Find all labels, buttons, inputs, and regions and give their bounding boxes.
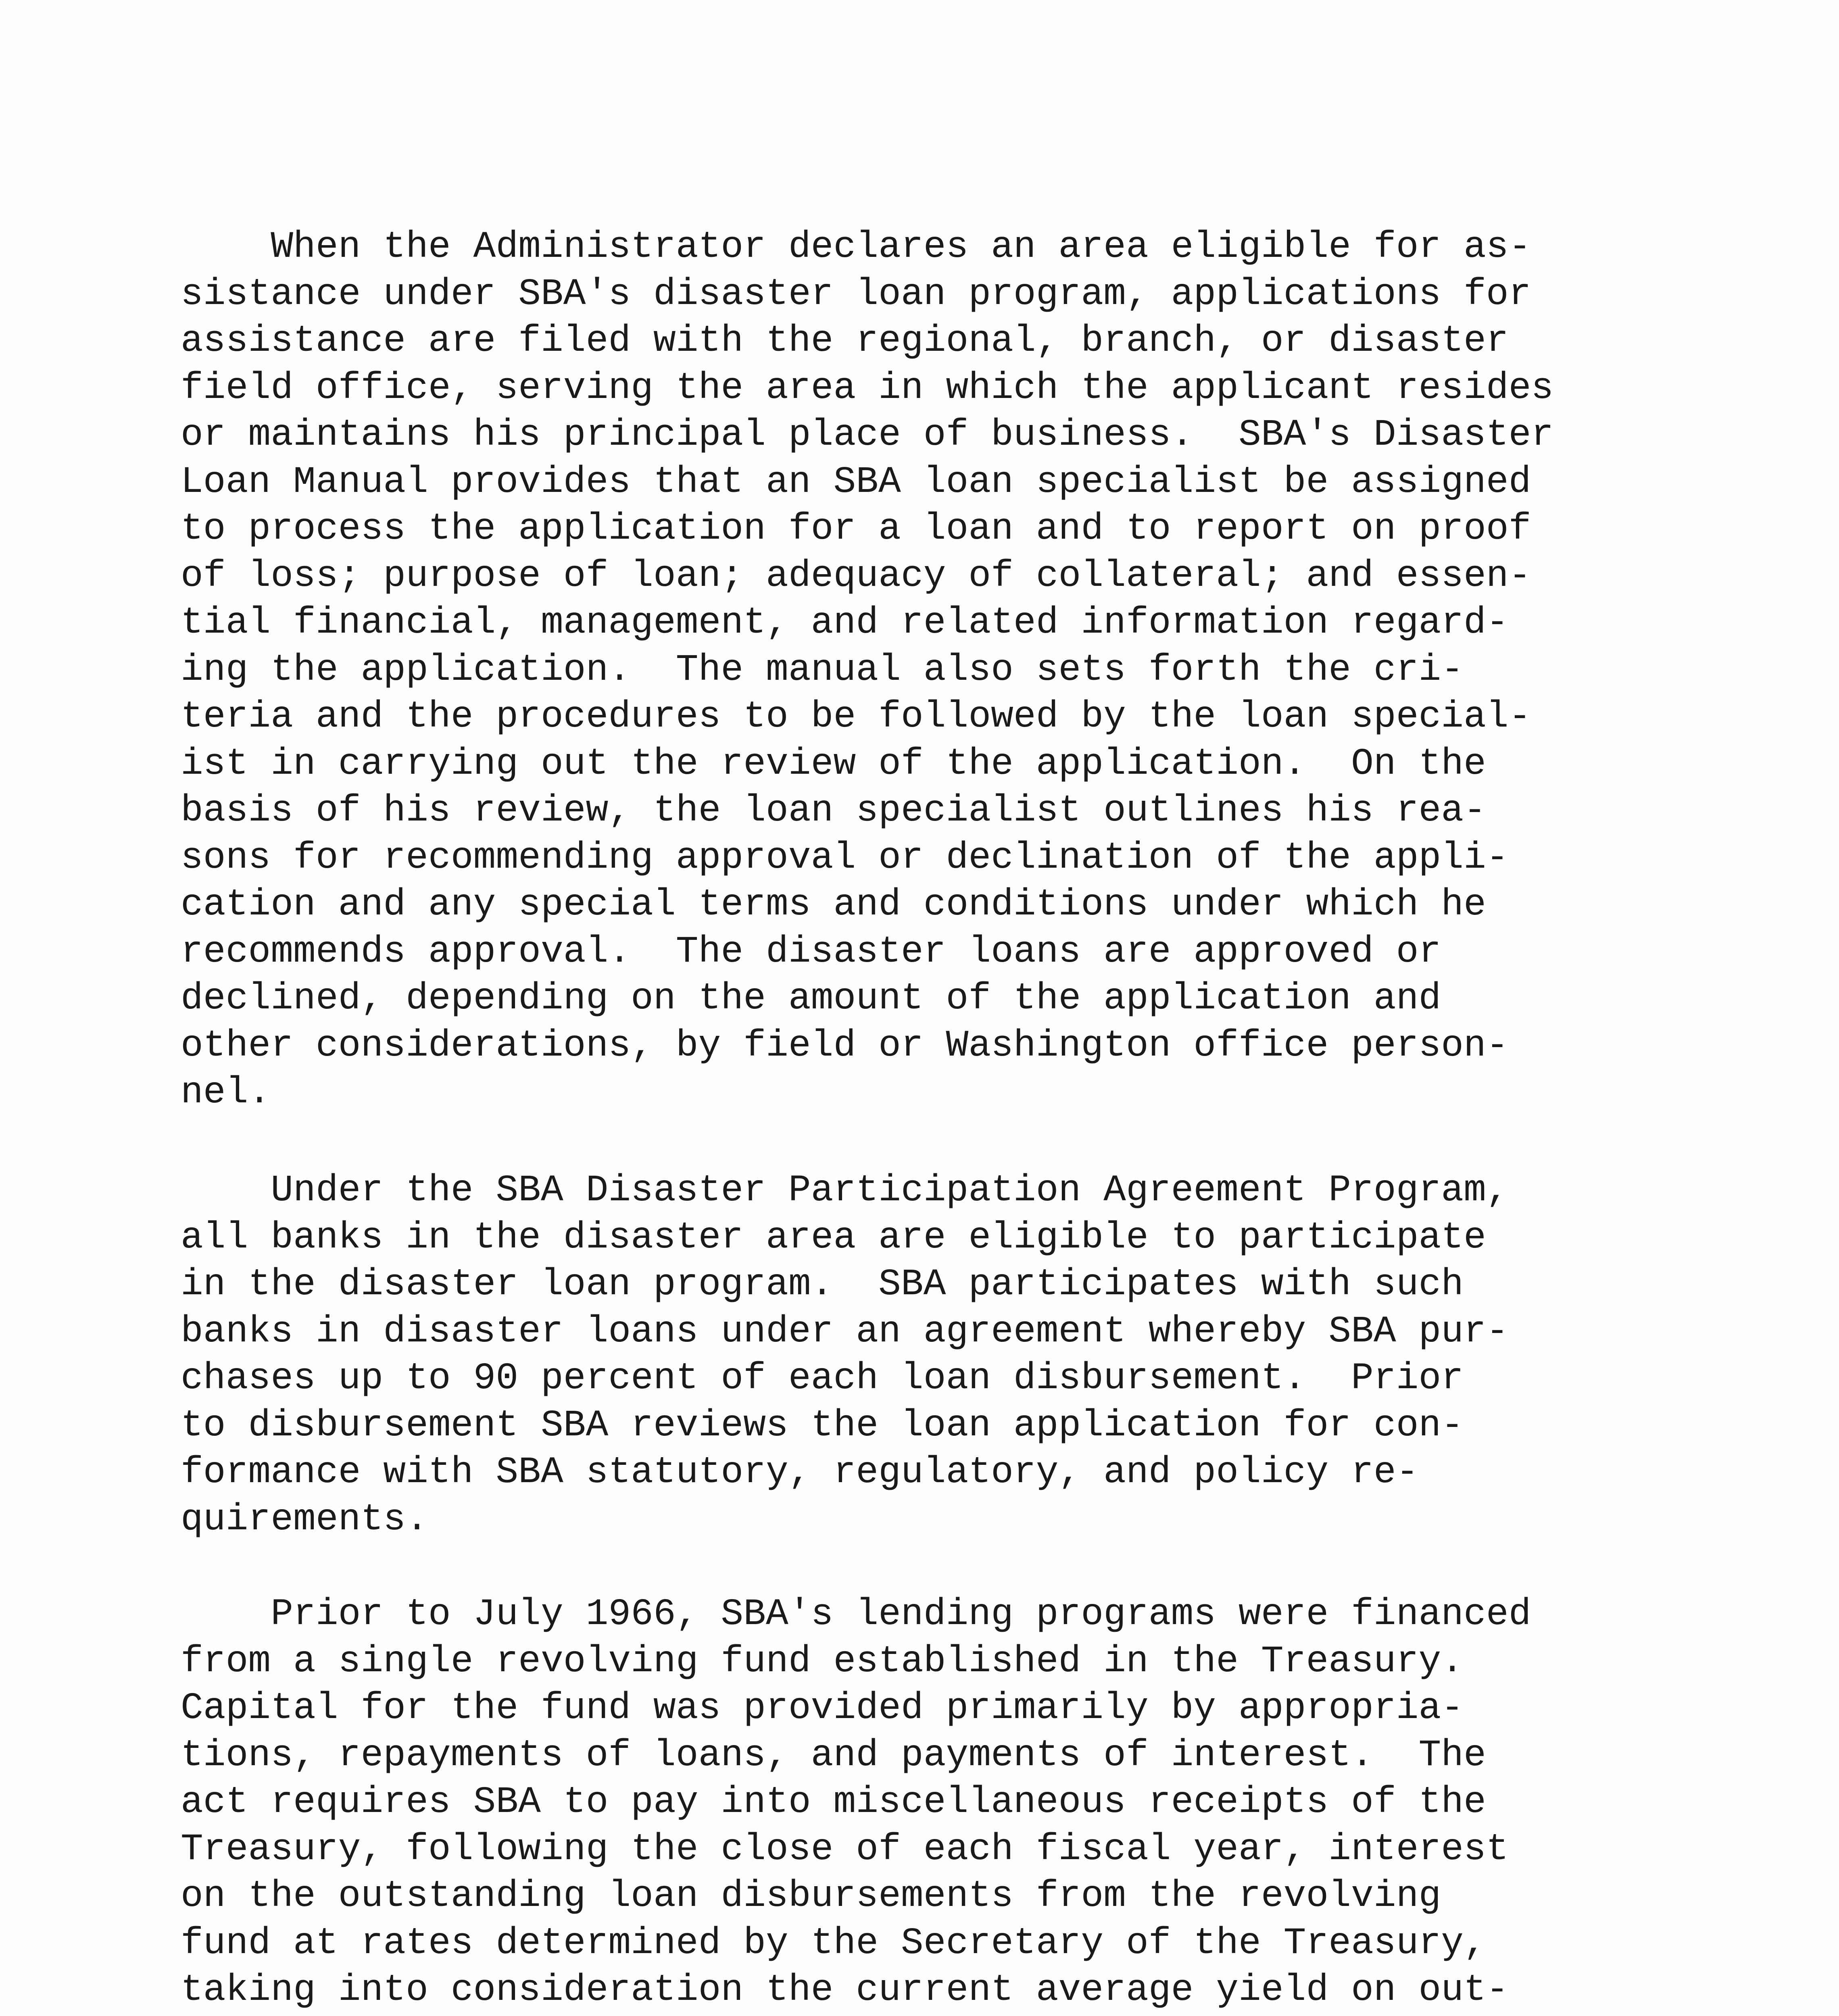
text-line: ist in carrying out the review of the application. On the: [181, 742, 1486, 785]
text-line: cation and any special terms and conditions under which he: [181, 883, 1486, 926]
text-line: Treasury, following the close of each fiscal year, interest: [181, 1828, 1509, 1870]
text-line: chases up to 90 percent of each loan disbursement. Prior: [181, 1357, 1464, 1400]
text-line: assistance are filed with the regional, branch, or disaster: [181, 320, 1509, 362]
text-line: from a single revolving fund established in the Treasury.: [181, 1640, 1464, 1683]
paragraph-revolving-fund: [181, 1591, 1673, 2016]
text-line: tions, repayments of loans, and payments of interest. The: [181, 1734, 1486, 1776]
text-line: Under the SBA Disaster Participation Agreement Program,: [181, 1169, 1509, 1212]
text-line: other considerations, by field or Washington office person-: [181, 1024, 1509, 1067]
text-line: to disbursement SBA reviews the loan application for con-: [181, 1404, 1464, 1447]
text-line: act requires SBA to pay into miscellaneous receipts of the: [181, 1781, 1486, 1823]
paragraph-participation-agreement: [181, 1167, 1673, 1543]
text-line: Capital for the fund was provided primarily by appropria-: [181, 1687, 1464, 1729]
text-line: all banks in the disaster area are eligible to participate: [181, 1216, 1486, 1259]
text-line: fund at rates determined by the Secretary of the Treasury,: [181, 1922, 1486, 1964]
text-line: basis of his review, the loan specialist outlines his rea-: [181, 789, 1486, 832]
text-line: banks in disaster loans under an agreement whereby SBA pur-: [181, 1310, 1509, 1353]
text-line: When the Administrator declares an area eligible for as-: [181, 226, 1531, 268]
text-line: to process the application for a loan and to report on proof: [181, 508, 1531, 550]
text-line: quirements.: [181, 1498, 428, 1541]
text-line: declined, depending on the amount of the application and: [181, 977, 1441, 1020]
text-line: of loss; purpose of loan; adequacy of collateral; and essen-: [181, 554, 1531, 597]
text-line: ing the application. The manual also sets forth the cri-: [181, 648, 1464, 691]
text-line: formance with SBA statutory, regulatory, and policy re-: [181, 1451, 1419, 1493]
text-line: Prior to July 1966, SBA's lending programs were financed: [181, 1593, 1531, 1635]
text-line: recommends approval. The disaster loans are approved or: [181, 930, 1441, 973]
text-line: teria and the procedures to be followed by the loan special-: [181, 696, 1531, 738]
text-line: or maintains his principal place of business. SBA's Disaster: [181, 414, 1554, 456]
text-line: in the disaster loan program. SBA participates with such: [181, 1263, 1464, 1306]
text-line: [181, 2014, 1673, 2016]
text-line: on the outstanding loan disbursements from the revolving: [181, 1875, 1441, 1917]
paragraph-disaster-loan-applications: [181, 224, 1673, 1116]
text-line: Loan Manual provides that an SBA loan specialist be assigned: [181, 460, 1531, 503]
text-line: field office, serving the area in which the applicant resides: [181, 367, 1554, 409]
text-line: sons for recommending approval or declination of the appli-: [181, 836, 1509, 879]
text-line: tial financial, management, and related information regard-: [181, 602, 1509, 644]
text-line: taking into consideration the current average yield on out-: [181, 1969, 1509, 2011]
text-line: sistance under SBA's disaster loan program, applications for: [181, 273, 1531, 315]
text-line: nel.: [181, 1071, 271, 1114]
